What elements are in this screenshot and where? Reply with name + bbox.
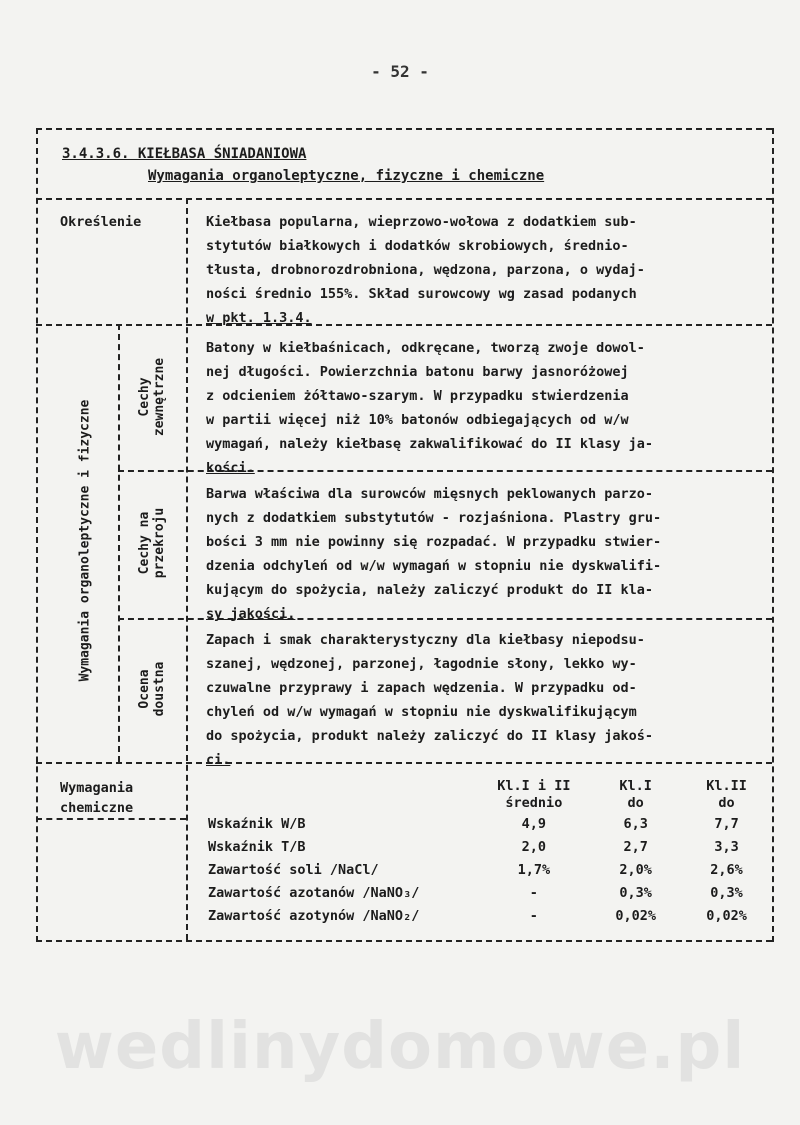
page-number: - 52 - — [371, 62, 429, 81]
oral-assessment-text — [206, 628, 653, 772]
definition-text — [206, 210, 645, 330]
group-column-divider — [118, 324, 120, 762]
label-line: Cechy na — [137, 511, 152, 575]
text-line: szanej, wędzonej, parzonej, łagodnie słony, lekko wy- — [206, 656, 637, 672]
text-line: kującym do spożycia, należy zaliczyć produkt do II kla- — [206, 582, 654, 598]
header-line: Kl.II — [706, 778, 747, 794]
definition-line: tłusta, drobnorozdrobniona, wędzona, parzona, o wydaj- — [206, 262, 645, 278]
table-header-avg — [479, 778, 588, 812]
text-line: do spożycia, produkt należy zaliczyć do II klasy jakoś- — [206, 728, 654, 744]
parameter-name: Wskaźnik T/B — [208, 838, 306, 855]
external-features-label — [137, 337, 167, 457]
label-line: Cechy — [137, 377, 152, 417]
text-line: czuwalne przyprawy i zapach wędzenia. W przypadku od- — [206, 680, 637, 696]
text-line: Zapach i smak charakterystyczny dla kiełbasy niepodsu- — [206, 632, 645, 648]
label-line: doustna — [152, 661, 167, 717]
text-line: kości. — [206, 460, 255, 476]
header-line: Kl.I i II — [497, 778, 571, 794]
definition-label: Określenie — [60, 214, 142, 230]
text-line: sy jakości. — [206, 606, 296, 622]
text-line: z odcieniem żółtawo-szarym. W przypadku stwierdzenia — [206, 388, 629, 404]
frame-bottom-border — [36, 940, 772, 942]
label-line: Ocena — [137, 669, 152, 709]
text-line: nej długości. Powierzchnia batonu barwy jasnoróżowej — [206, 364, 629, 380]
value-class2: 0,3% — [710, 884, 743, 901]
organoleptic-group-label-text: Wymagania organoleptyczne i fizyczne — [77, 399, 93, 682]
table-row — [200, 812, 770, 835]
parameter-name: Wskaźnik W/B — [208, 815, 306, 832]
definition-line: w pkt. 1.3.4. — [206, 310, 312, 326]
text-line: dzenia odchyleń od w/w wymagań w stopniu nie dyskwalifi- — [206, 558, 662, 574]
parameter-name: Zawartość azotanów /NaNO₃/ — [208, 884, 420, 901]
header-divider — [36, 198, 772, 200]
value-class2: 2,6% — [710, 861, 743, 878]
label-line: przekroju — [152, 507, 167, 579]
label-column-divider — [186, 198, 188, 940]
chemical-label-underline — [36, 818, 186, 820]
text-line: bości 3 mm nie powinny się rozpadać. W przypadku stwier- — [206, 534, 662, 550]
table-header-class1 — [588, 778, 683, 812]
table-row — [200, 858, 770, 881]
value-class2: 3,3 — [714, 838, 739, 855]
text-line: ci. — [206, 752, 231, 768]
chemical-label-line2: chemiczne — [60, 800, 134, 816]
frame-top-border — [36, 128, 772, 130]
chemical-requirements-table — [200, 778, 770, 927]
value-avg: 1,7% — [517, 861, 551, 878]
table-header-class2 — [683, 778, 770, 812]
value-class1: 0,02% — [615, 907, 656, 924]
value-class2: 7,7 — [714, 815, 739, 832]
text-line: nych z dodatkiem substytutów - rozjaśniona. Plastry gru- — [206, 510, 662, 526]
watermark: wedlinydomowe.pl — [54, 1010, 746, 1084]
table-header-row — [200, 778, 770, 812]
definition-line: ności średnio 155%. Skład surowcowy wg zasad podanych — [206, 286, 637, 302]
value-class1: 6,3 — [623, 815, 648, 832]
value-avg: - — [529, 907, 538, 924]
section-subtitle: Wymagania organoleptyczne, fizyczne i chemiczne — [148, 168, 545, 184]
table-row — [200, 881, 770, 904]
definition-line: Kiełbasa popularna, wieprzowo-wołowa z dodatkiem sub- — [206, 214, 637, 230]
value-class1: 2,7 — [623, 838, 648, 855]
value-avg: - — [529, 884, 538, 901]
text-line: Barwa właściwa dla surowców mięsnych peklowanych parzo- — [206, 486, 654, 502]
table-header-empty — [200, 778, 479, 812]
organoleptic-group-label — [78, 321, 93, 761]
value-avg: 4,9 — [521, 815, 547, 832]
header-line: średnio — [505, 795, 563, 811]
table-row — [200, 904, 770, 927]
parameter-name: Zawartość soli /NaCl/ — [208, 861, 379, 878]
header-line: do — [627, 795, 644, 811]
text-line: chyleń od w/w wymagań w stopniu nie dyskwalifikującym — [206, 704, 637, 720]
value-class1: 2,0% — [619, 861, 652, 878]
table-row — [200, 835, 770, 858]
chemical-label-line1: Wymagania — [60, 780, 134, 796]
text-line: Batony w kiełbaśnicach, odkręcane, tworzą zwoje dowol- — [206, 340, 645, 356]
cross-section-label — [137, 483, 167, 603]
text-line: wymagań, należy kiełbasę zakwalifikować do II klasy ja- — [206, 436, 654, 452]
header-line: do — [718, 795, 735, 811]
value-avg: 2,0 — [521, 838, 547, 855]
section-code-title: 3.4.3.6. KIEŁBASA ŚNIADANIOWA — [62, 146, 307, 162]
label-line: zewnętrzne — [152, 357, 167, 437]
text-line: w partii więcej niż 10% batonów odbiegających od w/w — [206, 412, 629, 428]
definition-line: stytutów białkowych i dodatków skrobiowych, średnio- — [206, 238, 629, 254]
external-features-text — [206, 336, 653, 480]
value-class1: 0,3% — [619, 884, 652, 901]
value-class2: 0,02% — [706, 907, 747, 924]
parameter-name: Zawartość azotynów /NaNO₂/ — [208, 907, 420, 924]
cross-section-text — [206, 482, 661, 626]
header-line: Kl.I — [619, 778, 652, 794]
oral-assessment-label — [137, 629, 167, 749]
